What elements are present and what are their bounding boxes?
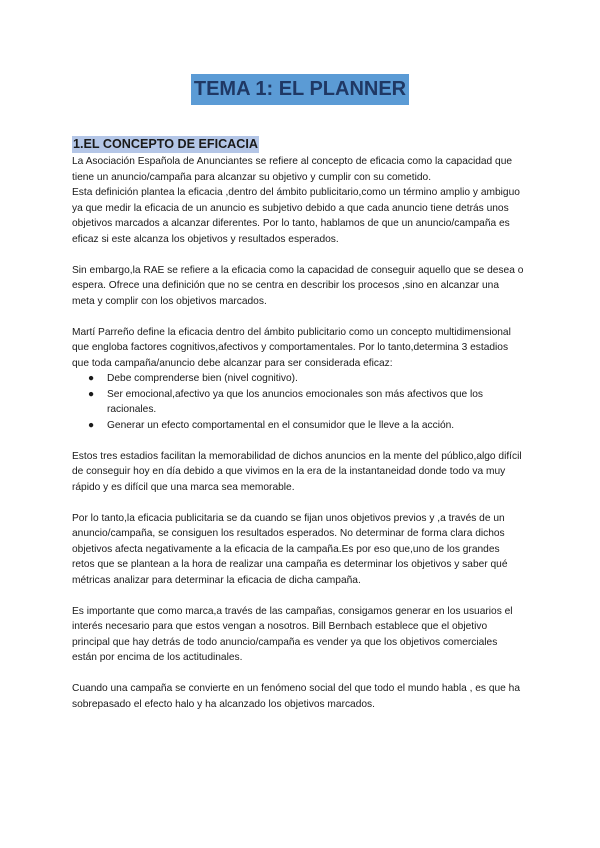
document-body	[72, 136, 524, 712]
paragraph-memorability: Estos tres estadios facilitan la memorabilidad de dichos anuncios en la mente del público,algo difícil de conseguir hoy en día debido a que vivimos en la era de la instantaneidad donde todo va muy rápido y es difícil que una marca sea memorable.	[72, 450, 522, 493]
list-item-text: Ser emocional,afectivo ya que los anuncios emocionales son más afectivos que los racionales.	[107, 388, 484, 415]
document-title: TEMA 1: EL PLANNER	[191, 74, 409, 105]
paragraph-aea-definition: La Asociación Española de Anunciantes se refiere al concepto de eficacia como la capacidad que tiene un anuncio/campaña para alcanzar su objetivo y cumplir con su cometido.	[72, 156, 513, 183]
list-item	[88, 418, 524, 434]
list-item-text: Generar un efecto comportamental en el consumidor que le lleve a la acción.	[107, 419, 455, 431]
list-item-text: Debe comprenderse bien (nivel cognitivo).	[107, 373, 298, 384]
paragraph-halo-effect: Cuando una campaña se convierte en un fenómeno social del que todo el mundo habla , es que ha sobrepasado el efecto halo y ha alcanzado los objetivos marcados.	[72, 683, 521, 710]
paragraph-marti-parreno: Martí Parreño define la eficacia dentro del ámbito publicitario como un concepto multidimensional que engloba factores cognitivos,afectivos y comportamentales. Por lo tanto,determina 3 estadios que toda campaña/anuncio debe alcanzar para ser considerada eficaz:	[72, 326, 511, 369]
list-item	[88, 387, 524, 418]
paragraph-ambiguity: Esta definición plantea la eficacia ,dentro del ámbito publicitario,como un término amplio y ambiguo ya que medir la eficacia de un anuncio es subjetivo debido a que cada anuncio tiene detrás unos objetivos marcados a alcanzar diferentes. Por lo tanto, hablamos de que un anuncio/campaña es eficaz si este alcanza los objetivos y resultados esperados.	[72, 187, 520, 245]
paragraph-objectives: Por lo tanto,la eficacia publicitaria se da cuando se fijan unos objetivos previos y ,a través de un anuncio/campaña, se consiguen los resultados esperados. No determinar de forma clara dichos objetivos afecta negativamente a la eficacia de la campaña.Es por eso que,uno de los grandes retos que se plantean a la hora de realizar una campaña es determinar los objetivos y saber qué métricas analizar para determinar la eficacia de dicha campaña.	[72, 512, 508, 586]
list-item	[88, 371, 524, 387]
bullet-icon: ●	[88, 419, 95, 431]
title-container	[0, 74, 600, 105]
stages-list	[72, 371, 524, 433]
paragraph-rae-definition: Sin embargo,la RAE se refiere a la eficacia como la capacidad de conseguir aquello que se desea o espera. Ofrece una definición que no se centra en describir los procesos ,sino en alcanzar una meta y complir con los objetivos marcados.	[72, 264, 524, 307]
bullet-icon: ●	[88, 373, 95, 384]
bullet-icon: ●	[88, 388, 95, 400]
section-heading: 1.EL CONCEPTO DE EFICACIA	[73, 137, 258, 151]
paragraph-bernbach: Es importante que como marca,a través de las campañas, consigamos generar en los usuarios el interés necesario para que estos vengan a nosotros. Bill Bernbach establece que el objetivo principal que hay detrás de todo anuncio/campaña es vender ya que los objetivos comerciales están por encima de los actitudinales.	[72, 605, 513, 663]
